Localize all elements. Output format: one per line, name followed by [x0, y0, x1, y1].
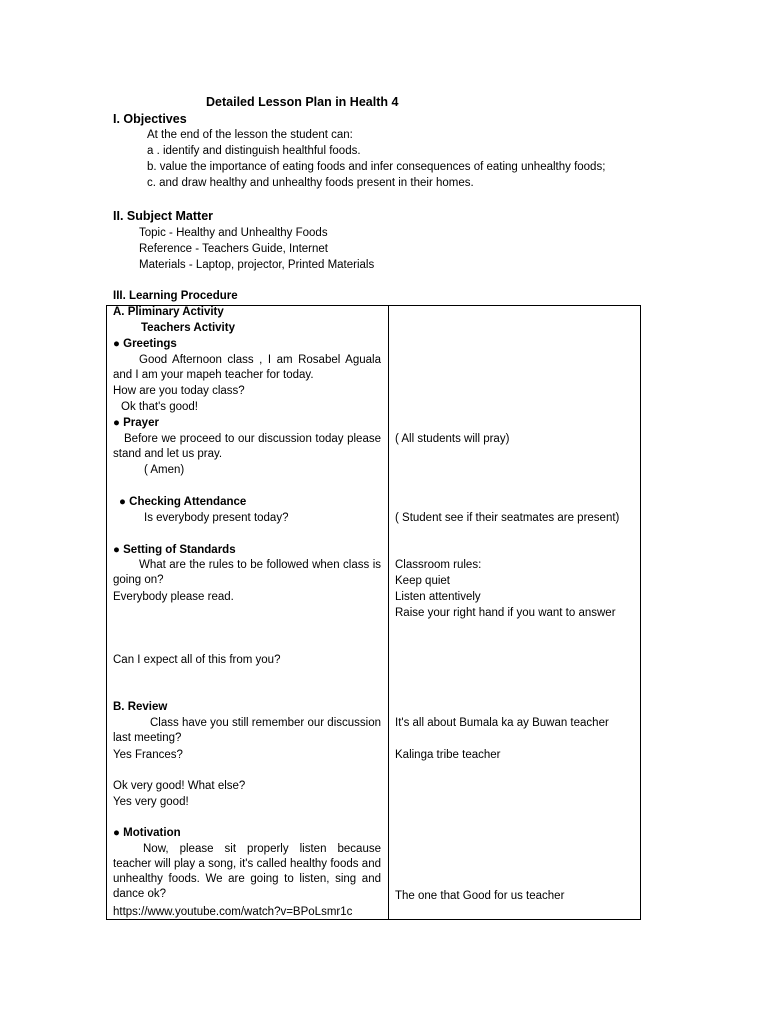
- greetings-question: How are you today class?: [113, 385, 245, 397]
- subject-reference: Reference - Teachers Guide, Internet: [139, 243, 329, 255]
- attendance-student-response: ( Student see if their seatmates are present): [395, 512, 620, 524]
- classroom-rule: Keep quiet: [395, 575, 450, 587]
- greetings-text: Good Afternoon class , I am Rosabel Aguala and I am your mapeh teacher for today.: [113, 354, 381, 381]
- review-student-response-1: It's all about Bumala ka ay Buwan teacher: [395, 717, 609, 729]
- table-column-divider: [388, 305, 389, 920]
- greetings-response: Ok that's good!: [121, 401, 198, 413]
- video-url[interactable]: https://www.youtube.com/watch?v=BPoLsmr1c: [113, 906, 353, 918]
- subject-topic: Topic - Healthy and Unhealthy Foods: [139, 227, 328, 239]
- objective-item: a . identify and distinguish healthful foods.: [147, 145, 361, 157]
- standards-read: Everybody please read.: [113, 591, 234, 603]
- setting-standards-label: ● Setting of Standards: [113, 544, 236, 556]
- standards-expect: Can I expect all of this from you?: [113, 654, 281, 666]
- subject-matter-heading: II. Subject Matter: [113, 209, 214, 223]
- prayer-text: Before we proceed to our discussion today please stand and let us pray.: [113, 433, 381, 460]
- learning-procedure-heading: III. Learning Procedure: [113, 290, 238, 302]
- preliminary-activity-label: A. Pliminary Activity: [113, 306, 224, 318]
- objective-item: c. and draw healthy and unhealthy foods present in their homes.: [147, 177, 474, 189]
- review-label: B. Review: [113, 701, 168, 713]
- prayer-label: ● Prayer: [113, 417, 159, 429]
- attendance-text: Is everybody present today?: [144, 512, 289, 524]
- motivation-text: Now, please sit properly listen because teacher will play a song, it's called healthy foods and unhealthy foods. We are going to listen, sing and dance ok?: [113, 843, 381, 900]
- motivation-label: ● Motivation: [113, 827, 181, 839]
- objectives-heading: I. Objectives: [113, 112, 187, 126]
- objectives-intro: At the end of the lesson the student can:: [147, 129, 353, 141]
- classroom-rules-title: Classroom rules:: [395, 559, 482, 571]
- checking-attendance-label: ● Checking Attendance: [119, 496, 247, 508]
- teachers-activity-label: Teachers Activity: [141, 322, 235, 334]
- subject-materials: Materials - Laptop, projector, Printed Materials: [139, 259, 375, 271]
- greetings-label: ● Greetings: [113, 338, 177, 350]
- motivation-student-response: The one that Good for us teacher: [395, 890, 565, 902]
- prayer-amen: ( Amen): [144, 464, 185, 476]
- standards-text: What are the rules to be followed when class is going on?: [113, 559, 381, 586]
- objective-item: b. value the importance of eating foods and infer consequences of eating unhealthy foods;: [147, 161, 606, 173]
- review-yes-frances: Yes Frances?: [113, 749, 183, 761]
- review-yes-good: Yes very good!: [113, 796, 189, 808]
- classroom-rule: Listen attentively: [395, 591, 481, 603]
- review-student-response-2: Kalinga tribe teacher: [395, 749, 501, 761]
- motivation-video-link[interactable]: [113, 905, 352, 920]
- classroom-rule: Raise your right hand if you want to answer: [395, 607, 616, 619]
- prayer-student-response: ( All students will pray): [395, 433, 510, 445]
- review-text: Class have you still remember our discussion last meeting?: [113, 717, 381, 744]
- review-ok-good: Ok very good! What else?: [113, 780, 246, 792]
- document-title: Detailed Lesson Plan in Health 4: [206, 95, 399, 109]
